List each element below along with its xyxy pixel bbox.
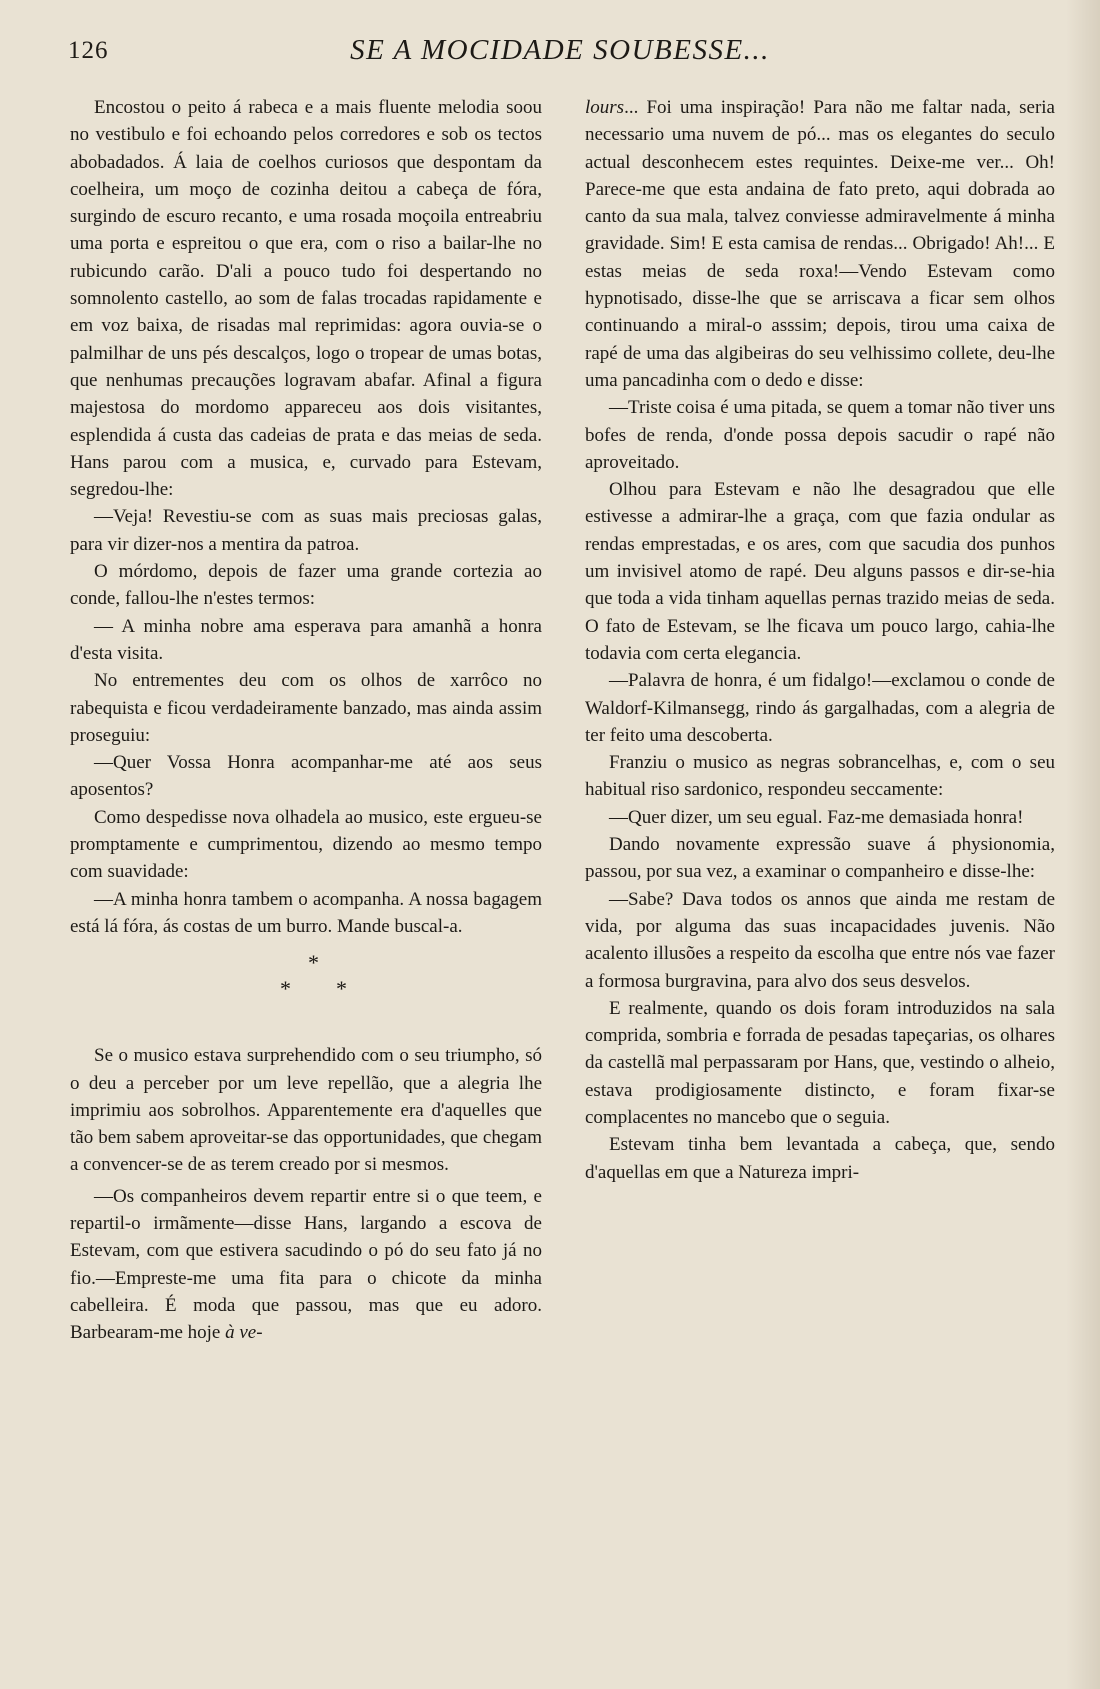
page-number: 126 [68, 37, 109, 64]
running-title: SE A MOCIDADE SOUBESSE... [350, 34, 770, 66]
italic-word: lours [585, 97, 625, 118]
paragraph-text: —Os companheiros devem repartir entre si o que teem, e repartil-o irmãmente—disse Hans, largando a escova de Estevam, com que estivera sacudindo o pó do seu fato já no fio.—Empreste-me uma fita para o chicote da minha cabelleira. É moda que passou, mas que eu adoro. Barbearam-me hoje [70, 1185, 542, 1344]
right-column [585, 94, 1055, 1186]
paragraph: — A minha nobre ama esperava para amanhã a honra d'esta visita. [70, 615, 542, 664]
paragraph: E realmente, quando os dois foram introduzidos na sala comprida, sombria e forrada de pesadas tapeçarias, os olhares da castellã mal perpassaram por Hans, que, vestindo o alheio, estava prodigiosamente distincto, e foram fixar-se complacentes no mancebo que o seguia. [585, 997, 1055, 1128]
paragraph: Dando novamente expressão suave á physionomia, passou, por sua vez, a examinar o companheiro e disse-lhe: [585, 834, 1055, 883]
paragraph: O mórdomo, depois de fazer uma grande cortezia ao conde, fallou-lhe n'estes termos: [70, 561, 542, 610]
paragraph: Encostou o peito á rabeca e a mais fluente melodia soou no vestibulo e foi echoando pelos corredores e sob os tectos abobadados. Á laia de coelhos curiosos que despontam da coelheira, um moço de cozinha deitou a cabeça de fóra, surgindo de escuro recanto, e uma rosada moçoila entreabriu uma porta e espreitou o que era, com o riso a bailar-lhe no rubicundo carão. D'ali a pouco tudo foi despertando no somnolento castello, ao som de falas trocadas rapidamente e em voz baixa, de risadas mal reprimidas: agora ouvia-se o palmilhar de uns pés descalços, logo o tropear de umas botas, que nenhumas precauções logravam abafar. Afinal a figura majestosa do mordomo appareceu aos dois visitantes, esplendida á custa das cadeias de prata e das meias de seda. Hans parou com a musica, e, curvado para Estevam, segredou-lhe: [70, 97, 542, 501]
asterisk: * [308, 950, 319, 976]
paragraph [70, 1183, 542, 1347]
section-break-asterism [70, 950, 542, 1028]
left-column [70, 94, 542, 1346]
paragraph [585, 94, 1055, 394]
italic-word: à ve- [225, 1322, 263, 1344]
paragraph: —Sabe? Dava todos os annos que ainda me restam de vida, por alguma das suas incapacidades juvenis. Não acalento illusões a respeito da escolha que entre nós vae fazer a formosa burgravina, para alvo dos seus desvelos. [585, 888, 1055, 992]
paragraph: Franziu o musico as negras sobrancelhas, e, com o seu habitual riso sardonico, respondeu seccamente: [585, 752, 1055, 801]
asterisk: * [336, 976, 347, 1002]
paragraph: —Palavra de honra, é um fidalgo!—exclamou o conde de Waldorf-Kilmansegg, rindo ás gargalhadas, com a alegria de ter feito uma descoberta. [585, 670, 1055, 746]
paragraph: No entrementes deu com os olhos de xarrôco no rabequista e ficou verdadeiramente banzado, mas ainda assim proseguiu: [70, 670, 542, 746]
paragraph: Como despedisse nova olhadela ao musico, este ergueu-se promptamente e cumprimentou, dizendo ao mesmo tempo com suavidade: [70, 806, 542, 883]
paragraph: Olhou para Estevam e não lhe desagradou que elle estivesse a admirar-lhe a graça, com que fazia ondular as rendas emprestadas, e os ares, com que sacudia dos punhos um invisivel atomo de rapé. Deu alguns passos e dir-se-hia que toda a vida tinham aquellas pernas trazido meias de seda. O fato de Estevam, se lhe ficava um pouco largo, cahia-lhe todavia com certa elegancia. [585, 479, 1055, 664]
asterisk: * [280, 976, 291, 1002]
paragraph: Se o musico estava surprehendido com o seu triumpho, só o deu a perceber por um leve repellão, que a alegria lhe imprimiu aos sobrolhos. Apparentemente era d'aquelles que tão bem sabem aproveitar-se das opportunidades, que chegam a convencer-se de as terem creado por si mesmos. [70, 1045, 542, 1176]
page-edge-shadow [1066, 0, 1100, 1689]
paragraph-text: ... Foi uma inspiração! Para não me faltar nada, seria necessario uma nuvem de pó... mas os elegantes do seculo actual desconhecem estes requintes. Deixe-me ver... Oh! Parece-me que esta andaina de fato preto, aqui dobrada ao canto da sua mala, talvez conviesse admiravelmente á minha gravidade. Sim! E esta camisa de rendas... Obrigado! Ah!... E estas meias de seda roxa!—Vendo Estevam como hypnotisado, disse-lhe que se arriscava a ficar sem olhos continuando a miral-o asssim; depois, tirou uma caixa de rapé de uma das algibeiras do seu velhissimo collete, deu-lhe uma pancadinha com o dedo e disse: [585, 97, 1055, 391]
paragraph: —Veja! Revestiu-se com as suas mais preciosas galas, para vir dizer-nos a mentira da patroa. [70, 506, 542, 555]
paragraph: —A minha honra tambem o acompanha. A nossa bagagem está lá fóra, ás costas de um burro. Mande buscal-a. [70, 888, 542, 937]
paragraph: Estevam tinha bem levantada a cabeça, que, sendo d'aquellas em que a Natureza impri- [585, 1134, 1055, 1183]
paragraph: —Triste coisa é uma pitada, se quem a tomar não tiver uns bofes de renda, d'onde possa depois sacudir o rapé não aproveitado. [585, 397, 1055, 473]
paragraph: —Quer dizer, um seu egual. Faz-me demasiada honra! [609, 806, 1024, 828]
paragraph: —Quer Vossa Honra acompanhar-me até aos seus aposentos? [70, 752, 542, 801]
